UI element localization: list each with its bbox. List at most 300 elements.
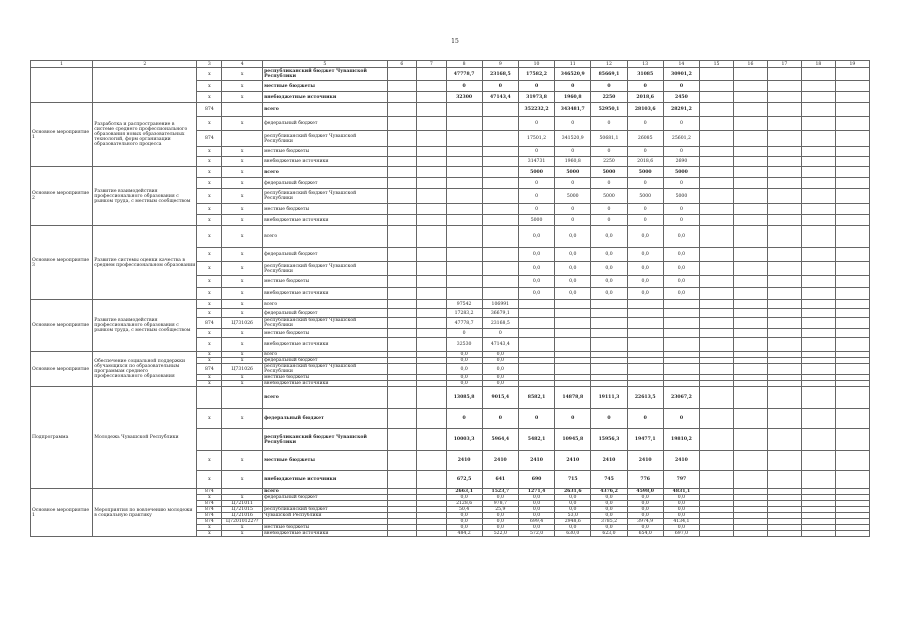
amount-cell-14 [663,329,699,338]
amount-cell-13: 0 [627,409,663,429]
funding-source-cell: внебюджетные источники [263,92,388,103]
empty-cell-17 [767,204,801,215]
amount-cell-11: 0,0 [555,276,591,288]
amount-cell-13: 4598,0 [627,489,663,495]
empty-cell-16 [733,329,767,338]
empty-cell-6 [387,387,416,409]
amount-cell-13 [627,300,663,309]
funding-source-cell: местные бюджеты [263,147,388,157]
amount-cell-12: 0,0 [591,248,627,262]
empty-cell-7 [417,409,446,429]
empty-cell-16 [733,387,767,409]
target-code-cell: x [222,68,263,81]
amount-cell-10: 0 [518,409,554,429]
funding-source-cell: федеральный бюджет [263,178,388,189]
admin-code-cell: 874 [197,519,222,525]
amount-cell-13: 0 [627,117,663,131]
empty-cell-16 [733,276,767,288]
column-number-8: 8 [446,61,482,68]
amount-cell-13: 3974,9 [627,519,663,525]
empty-cell-15 [700,68,734,81]
activity-name-cell: Молодежь Чувашской Республики [93,387,197,489]
amount-cell-14 [663,364,699,375]
admin-code-cell: x [197,81,222,92]
amount-cell-10: 2410 [518,451,554,471]
amount-cell-10: 17501,2 [518,131,554,147]
target-code-cell: x [222,167,263,178]
amount-cell-14: 23067,2 [663,387,699,409]
empty-cell-7 [417,288,446,300]
column-number-4: 4 [222,61,263,68]
empty-cell-18 [801,429,835,451]
amount-cell-9 [482,288,518,300]
empty-cell-18 [801,117,835,131]
amount-cell-12: 0 [591,147,627,157]
amount-cell-14: 0,0 [663,226,699,248]
funding-source-cell: республиканский бюджет [263,507,388,513]
amount-cell-10: 0,0 [518,288,554,300]
empty-cell-17 [767,215,801,226]
empty-cell-6 [387,248,416,262]
amount-cell-9: 36679,1 [482,309,518,318]
amount-cell-14: 0 [663,204,699,215]
target-code-cell: x [222,262,263,276]
amount-cell-8: 32530 [446,338,482,352]
admin-code-cell: x [197,248,222,262]
admin-code-cell: x [197,495,222,501]
admin-code-cell: 874 [197,318,222,329]
amount-cell-14: 2690 [663,157,699,167]
amount-cell-10: 690 [518,471,554,489]
admin-code-cell: x [197,157,222,167]
amount-cell-8: 0,0 [446,525,482,531]
activity-type-cell: Подпрограмма [31,387,93,489]
admin-code-cell: x [197,226,222,248]
target-code-cell: x [222,525,263,531]
amount-cell-11: 1960,8 [555,157,591,167]
amount-cell-12: 0,0 [591,501,627,507]
amount-cell-8 [446,276,482,288]
amount-cell-14 [663,300,699,309]
column-number-row [31,61,870,68]
amount-cell-14: 2450 [663,92,699,103]
empty-cell-15 [700,157,734,167]
amount-cell-11 [555,338,591,352]
activity-name-cell: Развитие взаимодействия профессионального образования с рынком труда, с местным сообществом [93,300,197,352]
empty-cell-6 [387,471,416,489]
amount-cell-13 [627,318,663,329]
amount-cell-8 [446,103,482,117]
amount-cell-11: 53,0 [555,513,591,519]
amount-cell-10: 352232,2 [518,103,554,117]
empty-cell-19 [835,429,869,451]
empty-cell-6 [387,131,416,147]
empty-cell-17 [767,81,801,92]
amount-cell-12: 0,0 [591,525,627,531]
empty-cell-19 [835,471,869,489]
empty-cell-6 [387,318,416,329]
empty-cell-6 [387,262,416,276]
amount-cell-8 [446,248,482,262]
empty-cell-16 [733,81,767,92]
amount-cell-11: 5000 [555,167,591,178]
activity-type-cell [31,68,93,103]
amount-cell-11: 1960,8 [555,92,591,103]
funding-source-cell: республиканский бюджет Чувашской Республики [263,318,388,329]
empty-cell-19 [835,364,869,375]
amount-cell-8: 2410 [446,451,482,471]
empty-cell-18 [801,81,835,92]
amount-cell-11 [555,300,591,309]
empty-cell-19 [835,215,869,226]
empty-cell-17 [767,189,801,204]
empty-cell-18 [801,157,835,167]
empty-cell-7 [417,471,446,489]
amount-cell-14: 0 [663,215,699,226]
amount-cell-12: 0,0 [591,288,627,300]
empty-cell-17 [767,157,801,167]
empty-cell-17 [767,409,801,429]
amount-cell-12: 50681,1 [591,131,627,147]
amount-cell-14: 4134,1 [663,519,699,525]
empty-cell-18 [801,262,835,276]
activity-type-cell: Основное мероприятие 1 [31,489,93,537]
amount-cell-11: 2631,6 [555,489,591,495]
amount-cell-14: 697,0 [663,531,699,537]
empty-cell-6 [387,68,416,81]
funding-source-cell: местные бюджеты [263,375,388,381]
column-number-3: 3 [197,61,222,68]
amount-cell-9: 0,0 [482,375,518,381]
column-number-2: 2 [93,61,197,68]
amount-cell-8 [446,226,482,248]
amount-cell-12: 0,0 [591,276,627,288]
amount-cell-11: 630,0 [555,531,591,537]
amount-cell-11: 0,0 [555,501,591,507]
amount-cell-12: 0 [591,215,627,226]
amount-cell-11: 0,0 [555,525,591,531]
empty-cell-7 [417,300,446,309]
empty-cell-18 [801,531,835,537]
amount-cell-9: 2410 [482,451,518,471]
empty-cell-18 [801,178,835,189]
empty-cell-19 [835,248,869,262]
amount-cell-8: 0,0 [446,375,482,381]
amount-cell-11: 5000 [555,189,591,204]
admin-code-cell: x [197,352,222,358]
empty-cell-16 [733,92,767,103]
amount-cell-8 [446,215,482,226]
empty-cell-16 [733,471,767,489]
empty-cell-15 [700,288,734,300]
empty-cell-19 [835,262,869,276]
empty-cell-15 [700,471,734,489]
amount-cell-14: 0,0 [663,248,699,262]
amount-cell-10: 5000 [518,167,554,178]
amount-cell-9 [482,117,518,131]
empty-cell-6 [387,167,416,178]
empty-cell-15 [700,226,734,248]
amount-cell-12: 0,0 [591,495,627,501]
empty-cell-7 [417,451,446,471]
amount-cell-12: 0,0 [591,513,627,519]
empty-cell-19 [835,288,869,300]
empty-cell-15 [700,364,734,375]
amount-cell-8: 484,2 [446,531,482,537]
empty-cell-7 [417,338,446,352]
amount-cell-9: 0,0 [482,513,518,519]
amount-cell-9: 23168,5 [482,68,518,81]
amount-cell-11: 0,0 [555,288,591,300]
empty-cell-17 [767,429,801,451]
amount-cell-9: 0 [482,81,518,92]
target-code-cell: x [222,276,263,288]
page-number: 15 [451,38,459,45]
amount-cell-14: 797 [663,471,699,489]
amount-cell-8: 0,0 [446,495,482,501]
amount-cell-14: 0 [663,178,699,189]
activity-type-cell: Основное мероприятие 3 [31,226,93,300]
amount-cell-12 [591,364,627,375]
amount-cell-9: 0,0 [482,364,518,375]
amount-cell-9: 1523,7 [482,489,518,495]
empty-cell-6 [387,276,416,288]
amount-cell-13: 5000 [627,189,663,204]
amount-cell-13: 0,0 [627,288,663,300]
target-code-cell: Ц72010122?? [222,519,263,525]
empty-cell-19 [835,318,869,329]
amount-cell-8 [446,189,482,204]
amount-cell-13: 22613,5 [627,387,663,409]
empty-cell-16 [733,262,767,276]
empty-cell-16 [733,429,767,451]
empty-cell-19 [835,147,869,157]
empty-cell-19 [835,167,869,178]
column-number-6: 6 [387,61,416,68]
empty-cell-7 [417,189,446,204]
admin-code-cell: x [197,381,222,387]
target-code-cell: x [222,215,263,226]
target-code-cell [222,429,263,451]
empty-cell-19 [835,103,869,117]
table-row [31,103,870,117]
admin-code-cell: x [197,147,222,157]
amount-cell-12: 0,0 [591,507,627,513]
empty-cell-18 [801,103,835,117]
target-code-cell: x [222,204,263,215]
amount-cell-8: 0,0 [446,513,482,519]
empty-cell-17 [767,531,801,537]
empty-cell-15 [700,92,734,103]
empty-cell-17 [767,338,801,352]
empty-cell-7 [417,178,446,189]
funding-source-cell: местные бюджеты [263,81,388,92]
target-code-cell: x [222,329,263,338]
empty-cell-18 [801,300,835,309]
empty-cell-17 [767,364,801,375]
amount-cell-9 [482,248,518,262]
amount-cell-10 [518,309,554,318]
amount-cell-12: 15956,3 [591,429,627,451]
empty-cell-17 [767,318,801,329]
amount-cell-12: 0 [591,204,627,215]
empty-cell-18 [801,364,835,375]
amount-cell-10: 0 [518,189,554,204]
empty-cell-17 [767,68,801,81]
empty-cell-17 [767,329,801,338]
amount-cell-13: 654,0 [627,531,663,537]
empty-cell-19 [835,92,869,103]
target-code-cell: x [222,300,263,309]
empty-cell-15 [700,531,734,537]
empty-cell-19 [835,226,869,248]
funding-source-cell: внебюджетные источники [263,215,388,226]
empty-cell-19 [835,204,869,215]
empty-cell-15 [700,276,734,288]
empty-cell-16 [733,338,767,352]
funding-source-cell: местные бюджеты [263,329,388,338]
empty-cell-19 [835,338,869,352]
empty-cell-18 [801,318,835,329]
amount-cell-12: 2250 [591,157,627,167]
target-code-cell: Ц721015 [222,507,263,513]
admin-code-cell: 874 [197,513,222,519]
amount-cell-10: 5482,1 [518,429,554,451]
amount-cell-9: 522,0 [482,531,518,537]
empty-cell-15 [700,409,734,429]
funding-source-cell: федеральный бюджет [263,117,388,131]
amount-cell-14: 0 [663,147,699,157]
amount-cell-13: 0,0 [627,501,663,507]
target-code-cell: x [222,358,263,364]
amount-cell-8 [446,288,482,300]
amount-cell-14: 0 [663,117,699,131]
empty-cell-18 [801,409,835,429]
empty-cell-7 [417,157,446,167]
admin-code-cell: x [197,68,222,81]
activity-type-cell: Основное мероприятие [31,352,93,387]
amount-cell-12 [591,329,627,338]
amount-cell-8: 0,0 [446,381,482,387]
amount-cell-10: 0,0 [518,226,554,248]
amount-cell-13 [627,364,663,375]
amount-cell-9 [482,131,518,147]
empty-cell-15 [700,451,734,471]
amount-cell-13: 2410 [627,451,663,471]
target-code-cell: Ц731026 [222,318,263,329]
empty-cell-16 [733,103,767,117]
funding-source-cell: местные бюджеты [263,525,388,531]
amount-cell-9 [482,204,518,215]
amount-cell-10: 0,0 [518,248,554,262]
amount-cell-9: 0,0 [482,381,518,387]
empty-cell-19 [835,81,869,92]
amount-cell-14: 0 [663,409,699,429]
activity-name-cell [93,68,197,103]
funding-source-cell: федеральный бюджет [263,495,388,501]
target-code-cell [222,131,263,147]
empty-cell-6 [387,147,416,157]
empty-cell-18 [801,471,835,489]
empty-cell-16 [733,167,767,178]
admin-code-cell: x [197,189,222,204]
amount-cell-10: 0 [518,204,554,215]
amount-cell-8 [446,117,482,131]
target-code-cell: x [222,81,263,92]
amount-cell-12: 0 [591,178,627,189]
funding-source-cell: внебюджетные источники [263,381,388,387]
funding-source-cell: Чувашской Республики [263,513,388,519]
empty-cell-6 [387,531,416,537]
amount-cell-12: 3785,2 [591,519,627,525]
empty-cell-15 [700,329,734,338]
amount-cell-8 [446,204,482,215]
empty-cell-15 [700,248,734,262]
amount-cell-8: 2128,6 [446,501,482,507]
empty-cell-18 [801,68,835,81]
empty-cell-17 [767,262,801,276]
amount-cell-11 [555,329,591,338]
empty-cell-6 [387,81,416,92]
amount-cell-11: 0 [555,204,591,215]
empty-cell-15 [700,178,734,189]
empty-cell-7 [417,364,446,375]
empty-cell-19 [835,68,869,81]
empty-cell-18 [801,204,835,215]
funding-source-cell: всего [263,489,388,495]
amount-cell-10: 8582,1 [518,387,554,409]
amount-cell-8: 2663,1 [446,489,482,495]
admin-code-cell: x [197,215,222,226]
amount-cell-13: 28103,6 [627,103,663,117]
funding-source-cell: республиканский бюджет Чувашской Республики [263,429,388,451]
amount-cell-12: 5000 [591,167,627,178]
column-number-7: 7 [417,61,446,68]
amount-cell-11: 0 [555,215,591,226]
empty-cell-15 [700,215,734,226]
empty-cell-19 [835,309,869,318]
target-code-cell: x [222,157,263,167]
amount-cell-10 [518,318,554,329]
amount-cell-10: 0,0 [518,501,554,507]
admin-code-cell: x [197,329,222,338]
amount-cell-12: 2250 [591,92,627,103]
amount-cell-8: 0,0 [446,364,482,375]
empty-cell-15 [700,318,734,329]
amount-cell-11: 2948,6 [555,519,591,525]
amount-cell-11: 0 [555,81,591,92]
amount-cell-10: 0,0 [518,507,554,513]
empty-cell-15 [700,147,734,157]
empty-cell-6 [387,451,416,471]
column-number-13: 13 [627,61,663,68]
admin-code-cell: x [197,276,222,288]
target-code-cell: x [222,471,263,489]
empty-cell-7 [417,226,446,248]
empty-cell-6 [387,157,416,167]
amount-cell-13: 0,0 [627,248,663,262]
amount-cell-14 [663,309,699,318]
amount-cell-10: 572,0 [518,531,554,537]
column-number-12: 12 [591,61,627,68]
amount-cell-9: 5964,4 [482,429,518,451]
amount-cell-10: 699,4 [518,519,554,525]
amount-cell-14: 0,0 [663,507,699,513]
empty-cell-7 [417,215,446,226]
amount-cell-14: 0,0 [663,513,699,519]
amount-cell-13: 26085 [627,131,663,147]
amount-cell-11: 0 [555,117,591,131]
